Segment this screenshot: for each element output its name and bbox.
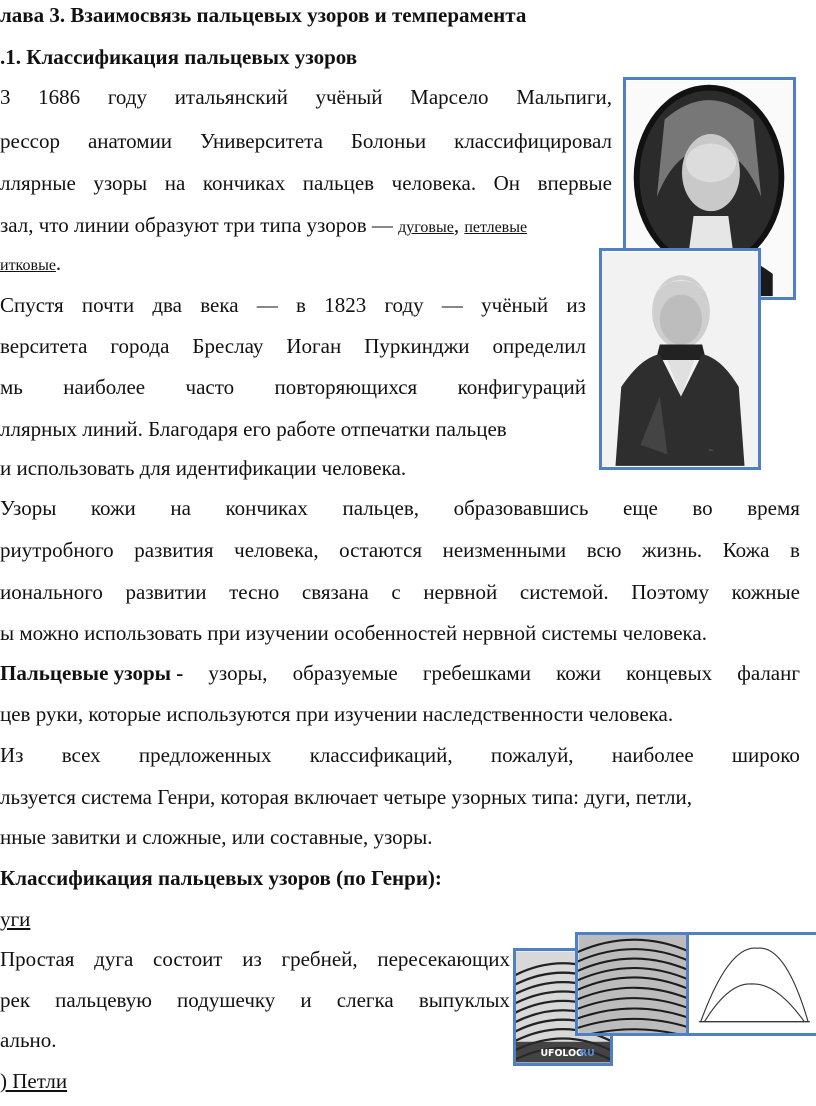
arcs-label: уги [0,907,31,931]
word: кожи [556,661,601,685]
portrait-purkinje-image [602,251,758,467]
word: на [170,496,191,520]
word: жизнь. [642,538,703,562]
word: всех [61,743,101,767]
para6-line1 [0,946,510,972]
word: дуга [94,947,134,971]
word: Болоньи [350,129,427,153]
word: фаланг [737,661,800,685]
word: с [391,580,401,604]
classification-heading: Классификация пальцевых узоров (по Генри): [0,866,442,890]
para5-line3: нные завитки и сложные, или составные, узоры. [0,825,433,849]
word: концевых [626,661,713,685]
para1-line1 [0,84,612,110]
word: пальцев, [342,496,419,520]
word: Пуркинджи [364,334,470,358]
word: рессор [0,129,60,153]
para1-line3 [0,170,612,196]
para3-line1 [0,495,800,521]
link-arcs[interactable]: дуговые [398,219,454,236]
word: риутробного [0,538,114,562]
word: Поэтому [631,580,709,604]
word: — [441,293,463,317]
chapter-title: лава 3. Взаимосвязь пальцевых узоров и темперамента [0,3,527,27]
word: наиболее [611,743,694,767]
para3-line3 [0,579,800,605]
word: верситета [0,334,88,358]
word: Из [0,743,24,767]
word: системой. [519,580,609,604]
para2-line4: ллярных линий. Благодаря его работе отпечатки пальцев [0,417,507,441]
fingerprint-center-image [578,935,690,1033]
word: города [110,334,170,358]
para3-line2 [0,537,800,563]
word: кожи [90,496,136,520]
link-loops[interactable]: петлевые [464,219,528,236]
svg-text:~: ~ [707,445,715,455]
word: неизменными [442,538,567,562]
word: определил [492,334,586,358]
word: всю [586,538,622,562]
word: человека, [234,538,319,562]
link-whorls[interactable]: итковые [0,257,56,274]
word: пожалуй, [490,743,574,767]
word: слегка [336,988,394,1012]
word: из [242,947,262,971]
word: кожные [731,580,800,604]
word: узоры [93,171,148,195]
word: образуемые [292,661,398,685]
word: кончиках [202,171,286,195]
fingerprint-center [575,932,693,1036]
para3-line4: ы можно использовать при изучении особенностей нервной системы человека. [0,621,707,645]
word: рек [0,988,31,1012]
word: конфигураций [457,375,586,399]
word: году [384,293,424,317]
word: ллярные [0,171,76,195]
word: Узоры [0,496,57,520]
comma: , [453,213,465,237]
word: почти [81,293,135,317]
arch-diagram [686,932,816,1036]
para6-line3: ально. [0,1028,57,1052]
word: мь [0,375,23,399]
word: Мальпиги, [516,85,612,109]
word: время [747,496,800,520]
para2-line2 [0,333,586,359]
para1-line4-text: зал, что линии образуют три типа узоров — [0,213,399,237]
word: году [107,85,148,109]
word: выпуклых [418,988,510,1012]
word: развитии [125,580,207,604]
word: Простая [0,947,75,971]
word: итальянский [174,85,288,109]
word: впервые [537,171,612,195]
word: в [790,538,800,562]
period: . [55,251,62,275]
word: предложенных [138,743,272,767]
para5-line2: льзуется система Генри, которая включает четыре узорных типа: дуги, петли, [0,785,692,809]
word: еще [623,496,658,520]
word: во [692,496,713,520]
term-finger-patterns: Пальцевые узоры - [0,661,184,685]
para6-line2 [0,987,510,1013]
word: и [300,988,312,1012]
para2-line1 [0,292,586,318]
word: связана [301,580,369,604]
word: Бреслау [192,334,264,358]
para2-line3 [0,374,586,400]
para1-line2 [0,128,612,154]
word: — [256,293,278,317]
word: классифицировал [454,129,612,153]
portrait-purkinje [599,248,761,470]
para2-line5: и использовать для идентификации человека. [0,456,407,480]
word: гребешками [422,661,531,685]
word: анатомии [87,129,173,153]
word: 1823 [324,293,367,317]
word: повторяющихся [274,375,418,399]
para4-line2: цев руки, которые используются при изучении наследственности человека. [0,702,674,726]
word: узоры, [208,661,268,685]
word: из [566,293,586,317]
word: тесно [229,580,280,604]
word: наиболее [63,375,146,399]
word: широко [731,743,800,767]
section-title: .1. Классификация пальцевых узоров [0,45,358,69]
word: Он [493,171,521,195]
word: образовавшись [453,496,589,520]
word: кончиках [225,496,308,520]
word: Кожа [722,538,770,562]
word: классификаций, [309,743,453,767]
para4-line1 [0,660,800,686]
word: пересекающих [377,947,510,971]
arch-diagram-image [689,935,816,1033]
word: гребней, [281,947,358,971]
word: состоит [153,947,223,971]
word: остаются [339,538,423,562]
word: учёный [315,85,383,109]
watermark-suffix: RU [579,1047,595,1059]
word: Марсело [410,85,489,109]
para1-line4 [0,212,612,241]
word: в [296,293,306,317]
word: подушечку [177,988,276,1012]
word: Иоган [286,334,342,358]
watermark-text: UFOLOG [540,1047,584,1059]
word: пальцевую [55,988,152,1012]
word: два [152,293,182,317]
loops-label: ) Петли [0,1069,68,1093]
word: на [164,171,186,195]
word: человека. [391,171,477,195]
word: учёный [481,293,549,317]
word: Университета [199,129,323,153]
word: развития [134,538,214,562]
word: часто [185,375,235,399]
word: века [200,293,239,317]
word: ионального [0,580,103,604]
word: нервной [423,580,498,604]
word: пальцев [302,171,375,195]
para1-line5 [0,250,61,279]
para5-line1 [0,742,800,768]
word: 1686 [38,85,81,109]
word: 3 [0,85,11,109]
word: Спустя [0,293,64,317]
